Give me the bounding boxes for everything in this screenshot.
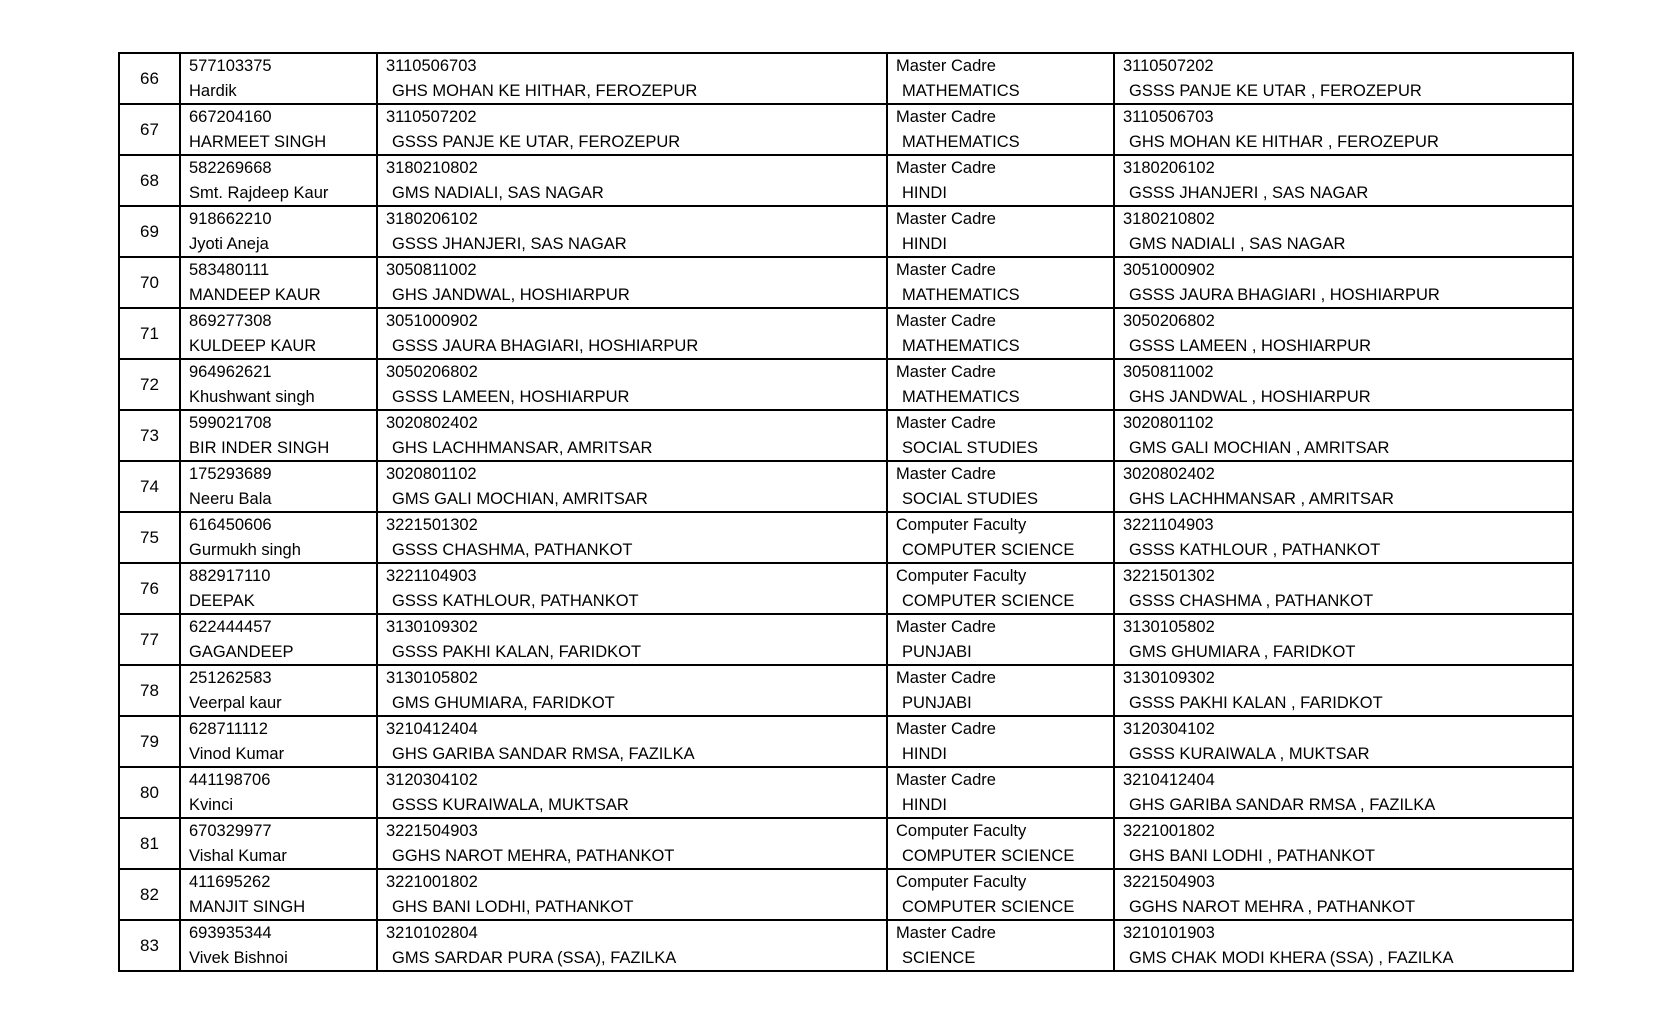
current-school-name: GSSS JHANJERI, SAS NAGAR: [392, 235, 627, 253]
transfer-school-code: 3050811002: [1123, 363, 1214, 381]
serial-number-cell: [119, 359, 180, 410]
current-school-cell: [377, 155, 887, 206]
employee-id: 869277308: [189, 312, 272, 330]
current-school-cell: [377, 308, 887, 359]
transfer-school-code: 3210412404: [1123, 771, 1215, 789]
transfer-school-cell: [1114, 869, 1573, 920]
table-row: [119, 614, 1573, 665]
current-school-name: GSSS CHASHMA, PATHANKOT: [392, 541, 633, 559]
table-row: [119, 716, 1573, 767]
current-school-name: GMS GALI MOCHIAN, AMRITSAR: [392, 490, 648, 508]
employee-name: Gurmukh singh: [189, 541, 301, 559]
transfer-school-code: 3110507202: [1123, 57, 1214, 75]
transfer-school-name: GHS LACHHMANSAR , AMRITSAR: [1129, 490, 1394, 508]
subject: HINDI: [902, 796, 947, 814]
serial-number: 71: [140, 323, 159, 343]
current-school-code: 3120304102: [386, 771, 478, 789]
transfer-school-cell: [1114, 818, 1573, 869]
table-row: [119, 818, 1573, 869]
cadre-cell: [887, 155, 1114, 206]
table-row: [119, 104, 1573, 155]
cadre: Master Cadre: [896, 108, 996, 126]
serial-number-cell: [119, 767, 180, 818]
serial-number-cell: [119, 155, 180, 206]
cadre-cell: [887, 869, 1114, 920]
current-school-code: 3221501302: [386, 516, 478, 534]
table-row: [119, 869, 1573, 920]
serial-number: 76: [140, 578, 159, 598]
current-school-cell: [377, 614, 887, 665]
employee-cell: [180, 257, 377, 308]
transfer-school-cell: [1114, 665, 1573, 716]
current-school-code: 3110506703: [386, 57, 477, 75]
cadre: Master Cadre: [896, 414, 996, 432]
serial-number-cell: [119, 563, 180, 614]
employee-id: 670329977: [189, 822, 272, 840]
employee-id: 918662210: [189, 210, 272, 228]
current-school-cell: [377, 869, 887, 920]
transfer-school-name: GSSS PAKHI KALAN , FARIDKOT: [1129, 694, 1383, 712]
transfer-school-code: 3050206802: [1123, 312, 1215, 330]
transfer-school-cell: [1114, 767, 1573, 818]
employee-name: Hardik: [189, 82, 237, 100]
employee-name: KULDEEP KAUR: [189, 337, 317, 355]
transfer-school-code: 3020802402: [1123, 465, 1215, 483]
cadre: Master Cadre: [896, 618, 996, 636]
current-school-code: 3020801102: [386, 465, 477, 483]
transfer-school-code: 3221104903: [1123, 516, 1214, 534]
serial-number-cell: [119, 920, 180, 971]
table-row: [119, 512, 1573, 563]
current-school-code: 3210412404: [386, 720, 478, 738]
employee-name: Jyoti Aneja: [189, 235, 269, 253]
current-school-cell: [377, 665, 887, 716]
transfer-school-cell: [1114, 614, 1573, 665]
current-school-code: 3210102804: [386, 924, 478, 942]
subject: MATHEMATICS: [902, 286, 1020, 304]
subject: COMPUTER SCIENCE: [902, 592, 1075, 610]
table-row: [119, 563, 1573, 614]
employee-cell: [180, 461, 377, 512]
employee-cell: [180, 818, 377, 869]
transfer-school-cell: [1114, 512, 1573, 563]
cadre: Master Cadre: [896, 924, 996, 942]
employee-name: GAGANDEEP: [189, 643, 294, 661]
serial-number: 80: [140, 782, 159, 802]
transfer-school-cell: [1114, 104, 1573, 155]
serial-number-cell: [119, 410, 180, 461]
transfer-school-name: GHS JANDWAL , HOSHIARPUR: [1129, 388, 1371, 406]
subject: SCIENCE: [902, 949, 976, 967]
table-row: [119, 665, 1573, 716]
transfer-school-cell: [1114, 257, 1573, 308]
employee-name: Vivek Bishnoi: [189, 949, 288, 967]
serial-number: 74: [140, 476, 159, 496]
serial-number: 78: [140, 680, 159, 700]
employee-name: Vinod Kumar: [189, 745, 285, 763]
employee-cell: [180, 563, 377, 614]
current-school-cell: [377, 716, 887, 767]
transfer-school-code: 3221501302: [1123, 567, 1215, 585]
serial-number-cell: [119, 818, 180, 869]
subject: MATHEMATICS: [902, 82, 1020, 100]
table-row: [119, 155, 1573, 206]
employee-cell: [180, 614, 377, 665]
serial-number: 66: [140, 68, 159, 88]
current-school-cell: [377, 461, 887, 512]
current-school-cell: [377, 563, 887, 614]
employee-name: Smt. Rajdeep Kaur: [189, 184, 329, 202]
transfer-school-code: 3221504903: [1123, 873, 1215, 891]
transfer-school-name: GSSS LAMEEN , HOSHIARPUR: [1129, 337, 1372, 355]
table-row: [119, 257, 1573, 308]
transfer-school-name: GMS CHAK MODI KHERA (SSA) , FAZILKA: [1129, 949, 1454, 967]
current-school-name: GHS GARIBA SANDAR RMSA, FAZILKA: [392, 745, 695, 763]
transfer-school-cell: [1114, 410, 1573, 461]
current-school-code: 3221504903: [386, 822, 478, 840]
table-row: [119, 410, 1573, 461]
cadre-cell: [887, 53, 1114, 104]
employee-id: 622444457: [189, 618, 272, 636]
serial-number: 69: [140, 221, 159, 241]
cadre: Master Cadre: [896, 363, 996, 381]
current-school-code: 3051000902: [386, 312, 478, 330]
employee-name: Kvinci: [189, 796, 234, 814]
current-school-name: GHS LACHHMANSAR, AMRITSAR: [392, 439, 653, 457]
serial-number: 75: [140, 527, 159, 547]
current-school-name: GHS BANI LODHI, PATHANKOT: [392, 898, 634, 916]
current-school-name: GGHS NAROT MEHRA, PATHANKOT: [392, 847, 675, 865]
transfer-school-name: GGHS NAROT MEHRA , PATHANKOT: [1129, 898, 1416, 916]
table-row: [119, 920, 1573, 971]
current-school-cell: [377, 512, 887, 563]
current-school-name: GMS GHUMIARA, FARIDKOT: [392, 694, 615, 712]
subject: HINDI: [902, 235, 947, 253]
transfer-school-cell: [1114, 716, 1573, 767]
current-school-code: 3050206802: [386, 363, 478, 381]
employee-cell: [180, 155, 377, 206]
current-school-cell: [377, 257, 887, 308]
serial-number-cell: [119, 512, 180, 563]
transfer-school-name: GHS MOHAN KE HITHAR , FEROZEPUR: [1129, 133, 1439, 151]
current-school-code: 3130109302: [386, 618, 478, 636]
employee-id: 616450606: [189, 516, 272, 534]
cadre-cell: [887, 359, 1114, 410]
employee-cell: [180, 104, 377, 155]
current-school-code: 3050811002: [386, 261, 477, 279]
subject: COMPUTER SCIENCE: [902, 847, 1075, 865]
transfer-school-cell: [1114, 563, 1573, 614]
employee-cell: [180, 206, 377, 257]
transfer-school-name: GHS GARIBA SANDAR RMSA , FAZILKA: [1129, 796, 1436, 814]
subject: MATHEMATICS: [902, 133, 1020, 151]
current-school-name: GHS JANDWAL, HOSHIARPUR: [392, 286, 630, 304]
current-school-code: 3110507202: [386, 108, 477, 126]
cadre: Computer Faculty: [896, 822, 1027, 840]
current-school-cell: [377, 53, 887, 104]
serial-number: 68: [140, 170, 159, 190]
transfer-school-name: GMS NADIALI , SAS NAGAR: [1129, 235, 1346, 253]
employee-id: 882917110: [189, 567, 271, 585]
employee-id: 582269668: [189, 159, 272, 177]
employee-cell: [180, 767, 377, 818]
current-school-name: GMS NADIALI, SAS NAGAR: [392, 184, 604, 202]
serial-number-cell: [119, 53, 180, 104]
serial-number-cell: [119, 308, 180, 359]
current-school-code: 3020802402: [386, 414, 478, 432]
transfer-school-code: 3180210802: [1123, 210, 1215, 228]
cadre: Master Cadre: [896, 720, 996, 738]
transfer-school-name: GSSS KURAIWALA , MUKTSAR: [1129, 745, 1370, 763]
serial-number: 73: [140, 425, 159, 445]
cadre: Master Cadre: [896, 669, 996, 687]
current-school-cell: [377, 767, 887, 818]
transfer-school-code: 3210101903: [1123, 924, 1215, 942]
subject: COMPUTER SCIENCE: [902, 541, 1075, 559]
transfer-school-name: GSSS JHANJERI , SAS NAGAR: [1129, 184, 1369, 202]
current-school-cell: [377, 410, 887, 461]
cadre: Master Cadre: [896, 312, 996, 330]
transfer-school-cell: [1114, 920, 1573, 971]
employee-id: 599021708: [189, 414, 272, 432]
current-school-name: GMS SARDAR PURA (SSA), FAZILKA: [392, 949, 677, 967]
employee-id: 583480111: [189, 261, 270, 279]
subject: HINDI: [902, 184, 947, 202]
cadre: Master Cadre: [896, 261, 996, 279]
employee-id: 411695262: [189, 873, 271, 891]
transfer-school-code: 3020801102: [1123, 414, 1214, 432]
transfer-school-name: GSSS JAURA BHAGIARI , HOSHIARPUR: [1129, 286, 1440, 304]
cadre: Master Cadre: [896, 159, 996, 177]
cadre-cell: [887, 767, 1114, 818]
cadre-cell: [887, 716, 1114, 767]
serial-number-cell: [119, 206, 180, 257]
employee-id: 628711112: [189, 720, 268, 738]
subject: HINDI: [902, 745, 947, 763]
serial-number: 70: [140, 272, 159, 292]
serial-number: 83: [140, 935, 159, 955]
serial-number-cell: [119, 104, 180, 155]
transfer-school-code: 3051000902: [1123, 261, 1215, 279]
cadre: Computer Faculty: [896, 873, 1027, 891]
current-school-name: GSSS KATHLOUR, PATHANKOT: [392, 592, 639, 610]
current-school-cell: [377, 359, 887, 410]
employee-id: 964962621: [189, 363, 272, 381]
serial-number-cell: [119, 461, 180, 512]
transfer-school-code: 3130109302: [1123, 669, 1215, 687]
current-school-name: GSSS LAMEEN, HOSHIARPUR: [392, 388, 630, 406]
employee-name: DEEPAK: [189, 592, 255, 610]
serial-number-cell: [119, 614, 180, 665]
current-school-cell: [377, 818, 887, 869]
current-school-name: GSSS PAKHI KALAN, FARIDKOT: [392, 643, 642, 661]
table-row: [119, 53, 1573, 104]
transfer-school-cell: [1114, 155, 1573, 206]
transfer-list-sheet: [118, 52, 1572, 972]
cadre: Computer Faculty: [896, 516, 1027, 534]
subject: PUNJABI: [902, 643, 972, 661]
employee-name: BIR INDER SINGH: [189, 439, 330, 457]
serial-number: 67: [140, 119, 159, 139]
cadre: Master Cadre: [896, 57, 996, 75]
transfer-school-cell: [1114, 359, 1573, 410]
subject: MATHEMATICS: [902, 337, 1020, 355]
serial-number: 81: [140, 833, 159, 853]
current-school-name: GSSS PANJE KE UTAR, FEROZEPUR: [392, 133, 681, 151]
current-school-name: GHS MOHAN KE HITHAR, FEROZEPUR: [392, 82, 698, 100]
cadre-cell: [887, 818, 1114, 869]
current-school-cell: [377, 920, 887, 971]
subject: PUNJABI: [902, 694, 972, 712]
table-row: [119, 461, 1573, 512]
subject: SOCIAL STUDIES: [902, 490, 1039, 508]
current-school-name: GSSS JAURA BHAGIARI, HOSHIARPUR: [392, 337, 699, 355]
cadre-cell: [887, 665, 1114, 716]
table-row: [119, 767, 1573, 818]
transfer-school-cell: [1114, 206, 1573, 257]
current-school-code: 3221001802: [386, 873, 478, 891]
current-school-name: GSSS KURAIWALA, MUKTSAR: [392, 796, 629, 814]
current-school-code: 3180210802: [386, 159, 478, 177]
transfer-school-cell: [1114, 461, 1573, 512]
employee-name: Vishal Kumar: [189, 847, 287, 865]
serial-number: 77: [140, 629, 159, 649]
current-school-cell: [377, 206, 887, 257]
cadre: Computer Faculty: [896, 567, 1027, 585]
subject: SOCIAL STUDIES: [902, 439, 1039, 457]
cadre-cell: [887, 206, 1114, 257]
cadre: Master Cadre: [896, 771, 996, 789]
serial-number-cell: [119, 665, 180, 716]
transfer-school-cell: [1114, 308, 1573, 359]
employee-cell: [180, 512, 377, 563]
table-row: [119, 206, 1573, 257]
employee-cell: [180, 665, 377, 716]
transfer-table: [118, 52, 1574, 972]
transfer-school-code: 3221001802: [1123, 822, 1215, 840]
subject: MATHEMATICS: [902, 388, 1020, 406]
transfer-school-name: GHS BANI LODHI , PATHANKOT: [1129, 847, 1376, 865]
cadre-cell: [887, 308, 1114, 359]
cadre-cell: [887, 920, 1114, 971]
employee-cell: [180, 53, 377, 104]
employee-cell: [180, 869, 377, 920]
serial-number-cell: [119, 869, 180, 920]
cadre-cell: [887, 410, 1114, 461]
transfer-school-cell: [1114, 53, 1573, 104]
transfer-school-name: GMS GHUMIARA , FARIDKOT: [1129, 643, 1356, 661]
employee-id: 693935344: [189, 924, 272, 942]
employee-id: 577103375: [189, 57, 272, 75]
employee-name: HARMEET SINGH: [189, 133, 327, 151]
subject: COMPUTER SCIENCE: [902, 898, 1075, 916]
employee-cell: [180, 410, 377, 461]
employee-name: Neeru Bala: [189, 490, 272, 508]
cadre-cell: [887, 257, 1114, 308]
serial-number-cell: [119, 716, 180, 767]
employee-cell: [180, 359, 377, 410]
table-row: [119, 308, 1573, 359]
table-row: [119, 359, 1573, 410]
employee-id: 175293689: [189, 465, 272, 483]
current-school-cell: [377, 104, 887, 155]
transfer-school-code: 3120304102: [1123, 720, 1215, 738]
transfer-school-code: 3130105802: [1123, 618, 1215, 636]
serial-number-cell: [119, 257, 180, 308]
employee-name: Veerpal kaur: [189, 694, 282, 712]
transfer-school-code: 3110506703: [1123, 108, 1214, 126]
employee-cell: [180, 920, 377, 971]
serial-number: 79: [140, 731, 159, 751]
cadre-cell: [887, 614, 1114, 665]
cadre-cell: [887, 563, 1114, 614]
cadre: Master Cadre: [896, 465, 996, 483]
serial-number: 72: [140, 374, 159, 394]
serial-number: 82: [140, 884, 159, 904]
table-body: [119, 53, 1573, 971]
transfer-school-code: 3180206102: [1123, 159, 1215, 177]
employee-id: 251262583: [189, 669, 272, 687]
cadre-cell: [887, 104, 1114, 155]
transfer-school-name: GSSS CHASHMA , PATHANKOT: [1129, 592, 1374, 610]
employee-id: 667204160: [189, 108, 272, 126]
cadre-cell: [887, 461, 1114, 512]
employee-cell: [180, 308, 377, 359]
current-school-code: 3180206102: [386, 210, 478, 228]
employee-name: MANJIT SINGH: [189, 898, 306, 916]
employee-cell: [180, 716, 377, 767]
transfer-school-name: GSSS PANJE KE UTAR , FEROZEPUR: [1129, 82, 1422, 100]
employee-name: MANDEEP KAUR: [189, 286, 321, 304]
cadre: Master Cadre: [896, 210, 996, 228]
current-school-code: 3130105802: [386, 669, 478, 687]
cadre-cell: [887, 512, 1114, 563]
current-school-code: 3221104903: [386, 567, 477, 585]
employee-name: Khushwant singh: [189, 388, 315, 406]
transfer-school-name: GMS GALI MOCHIAN , AMRITSAR: [1129, 439, 1390, 457]
employee-id: 441198706: [189, 771, 271, 789]
transfer-school-name: GSSS KATHLOUR , PATHANKOT: [1129, 541, 1381, 559]
